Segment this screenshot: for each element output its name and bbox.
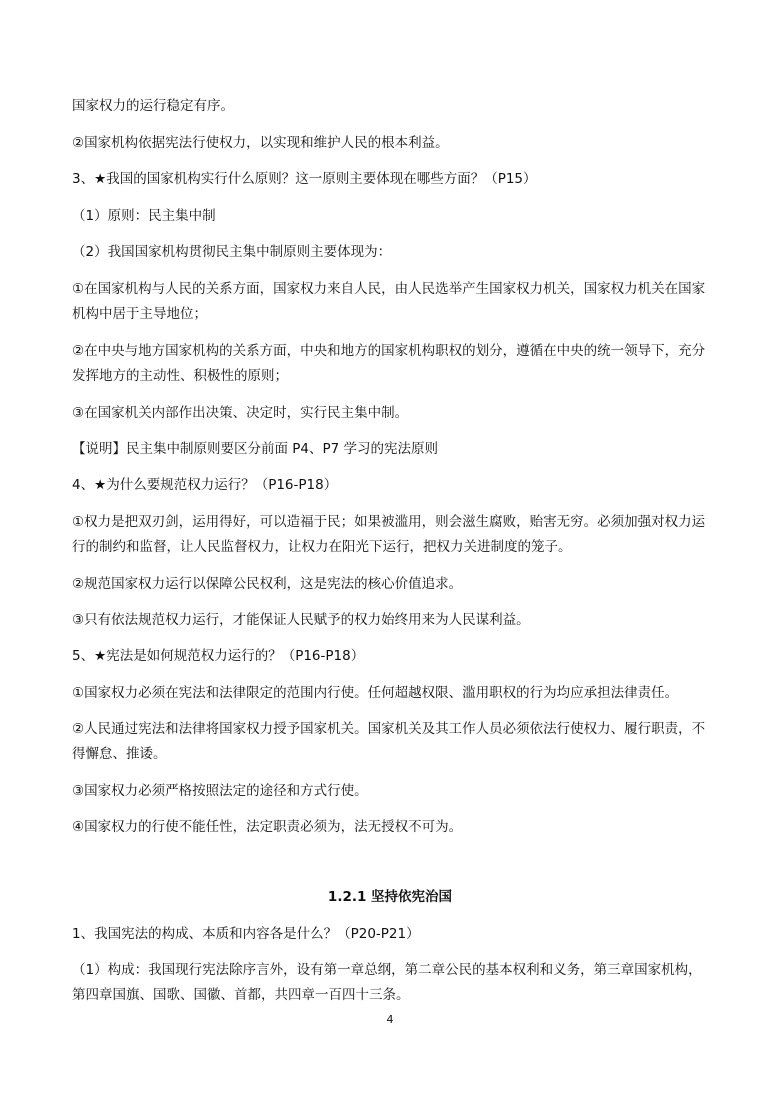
question-3: 3、★我国的国家机构实行什么原则？这一原则主要体现在哪些方面？（P15）: [72, 171, 537, 187]
q5-item2: ②人民通过宪法和法律将国家权力授予国家机关。国家机关及其工作人员必须依法行使权力、履行职责，不得懈怠、推诿。: [72, 721, 706, 762]
q3-item3: ③在国家机关内部作出决策、决定时，实行民主集中制。: [72, 405, 409, 421]
q3-note: 【说明】民主集中制原则要区分前面 P4、P7 学习的宪法原则: [72, 441, 439, 457]
q3-item1: ①在国家机构与人民的关系方面，国家权力来自人民，由人民选举产生国家权力机关，国家权力机关在国家机构中居于主导地位；: [72, 281, 706, 322]
q5-item1: ①国家权力必须在宪法和法律限定的范围内行使。任何超越权限、滥用职权的行为均应承担法律责任。: [72, 685, 679, 701]
section-heading: 1.2.1 坚持依宪治国: [327, 889, 453, 905]
question-5: 5、★宪法是如何规范权力运行的？（P16-P18）: [72, 648, 365, 664]
paragraph-continuation: 国家权力的运行稳定有序。: [72, 98, 234, 114]
q3-principle: （1）原则：民主集中制: [72, 208, 216, 224]
q5-item3: ③国家权力必须严格按照法定的途径和方式行使。: [72, 783, 368, 799]
q4-item3: ③只有依法规范权力运行，才能保证人民赋予的权力始终用来为人民谋利益。: [72, 612, 530, 628]
question-4: 4、★为什么要规范权力运行？（P16-P18）: [72, 477, 338, 493]
q4-item1: ①权力是把双刃剑，运用得好，可以造福于民；如果被滥用，则会滋生腐败，贻害无穷。必须加强对权力运行的制约和监督，让人民监督权力，让权力在阳光下运行，把权力关进制度的笼子。: [72, 514, 706, 555]
paragraph-q2-item2: ②国家机构依据宪法行使权力，以实现和维护人民的根本利益。: [72, 135, 449, 151]
q3-item2: ②在中央与地方国家机构的关系方面，中央和地方的国家机构职权的划分，遵循在中央的统一领导下，充分发挥地方的主动性、积极性的原则；: [72, 343, 706, 384]
page-number: 4: [386, 1013, 394, 1026]
s1-composition: （1）构成：我国现行宪法除序言外，设有第一章总纲，第二章公民的基本权利和义务，第三章国家机构，第四章国旗、国歌、国徽、首都，共四章一百四十三条。: [72, 962, 702, 1003]
q5-item4: ④国家权力的行使不能任性，法定职责必须为，法无授权不可为。: [72, 819, 463, 835]
q4-item2: ②规范国家权力运行以保障公民权利，这是宪法的核心价值追求。: [72, 576, 463, 592]
q3-manifest-intro: （2）我国国家机构贯彻民主集中制原则主要体现为：: [72, 244, 392, 260]
section-question-1: 1、我国宪法的构成、本质和内容各是什么？（P20-P21）: [72, 926, 420, 942]
